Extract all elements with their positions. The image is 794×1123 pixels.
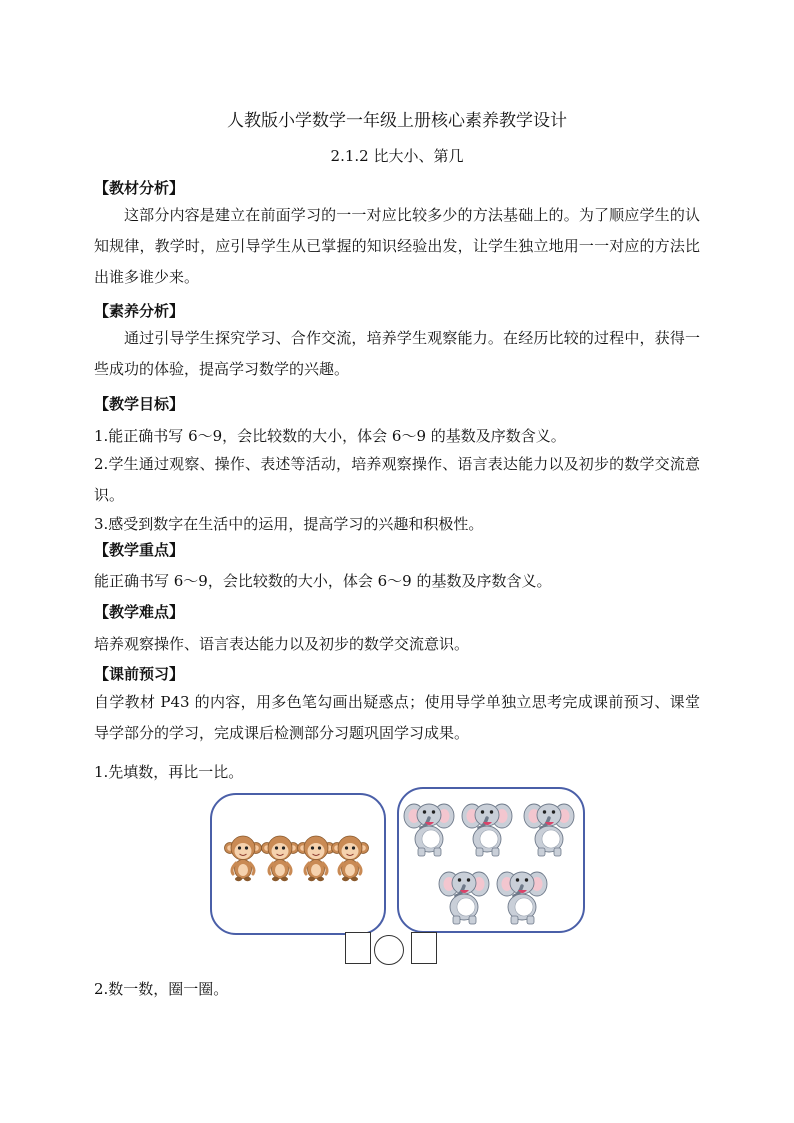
elephant-group: [399, 789, 583, 931]
monkey-group: [212, 795, 384, 933]
comparison-figure: [210, 785, 585, 970]
monkey-icon: [262, 836, 299, 881]
preview-text: 自学教材 P43 的内容，用多色笔勾画出疑惑点；使用导学单独立思考完成课前预习、课堂导学部分的学习，完成课后检测部分习题巩固学习成果。: [94, 693, 700, 742]
heading-key-points: 【教学重点】: [94, 541, 185, 559]
literacy-analysis-text: 通过引导学生探究学习、合作交流，培养学生观察能力。在经历比较的过程中，获得一些成功的体验，提高学习数学的兴趣。: [94, 329, 700, 378]
heading-difficulties: 【教学难点】: [94, 603, 185, 621]
teaching-goal-2: 2.学生通过观察、操作、表述等活动，培养观察操作、语言表达能力以及初步的数学交流意识。: [94, 455, 700, 504]
elephant-icon: [497, 872, 547, 924]
heading-preview: 【课前预习】: [94, 665, 185, 683]
elephant-icon: [439, 872, 489, 924]
answer-box-right[interactable]: [411, 932, 437, 964]
monkey-icon: [225, 836, 262, 881]
exercise-1-label: 1.先填数，再比一比。: [94, 763, 244, 781]
compare-circle[interactable]: [374, 935, 404, 965]
document-subtitle: 2.1.2 比大小、第几: [330, 147, 464, 165]
exercise-2-label: 2.数一数，圈一圈。: [94, 980, 229, 998]
heading-teaching-goals: 【教学目标】: [94, 395, 185, 413]
elephant-icon: [524, 804, 574, 856]
textbook-analysis-text: 这部分内容是建立在前面学习的一一对应比较多少的方法基础上的。为了顺应学生的认知规律，教学时，应引导学生从已掌握的知识经验出发，让学生独立地用一一对应的方法比出谁多谁少来。: [94, 206, 700, 286]
answer-box-left[interactable]: [345, 932, 371, 964]
heading-textbook-analysis: 【教材分析】: [94, 179, 185, 197]
heading-literacy-analysis: 【素养分析】: [94, 302, 185, 320]
teaching-goal-3: 3.感受到数字在生活中的运用，提高学习的兴趣和积极性。: [94, 515, 484, 533]
elephant-icon: [404, 804, 454, 856]
key-points-text: 能正确书写 6～9，会比较数的大小，体会 6～9 的基数及序数含义。: [94, 572, 552, 590]
elephant-panel: [397, 787, 585, 933]
elephant-icon: [462, 804, 512, 856]
document-title: 人教版小学数学一年级上册核心素养教学设计: [227, 111, 567, 131]
monkey-icon: [298, 836, 335, 881]
monkey-panel: [210, 793, 386, 935]
difficulties-text: 培养观察操作、语言表达能力以及初步的数学交流意识。: [94, 635, 470, 653]
monkey-icon: [332, 836, 369, 881]
teaching-goal-1: 1.能正确书写 6～9，会比较数的大小，体会 6～9 的基数及序数含义。: [94, 427, 566, 445]
